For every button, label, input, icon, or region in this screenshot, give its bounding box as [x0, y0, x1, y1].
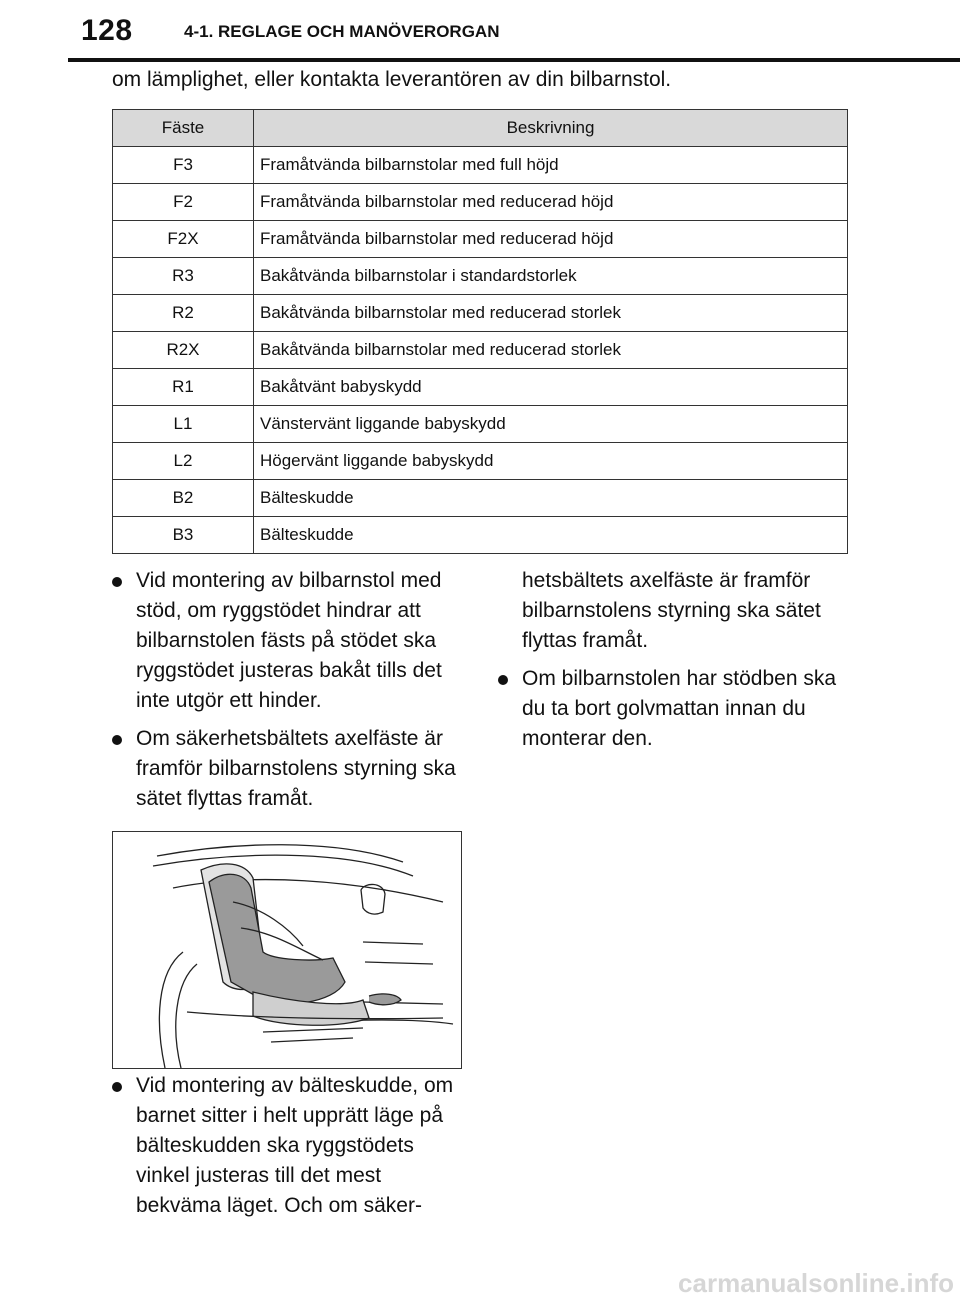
row-code: F3: [113, 147, 254, 184]
row-code: R2: [113, 295, 254, 332]
section-title: 4-1. REGLAGE OCH MANÖVERORGAN: [184, 22, 500, 41]
watermark-text: carmanualsonline.info: [678, 1268, 954, 1298]
row-description: Högervänt liggande babyskydd: [254, 443, 848, 480]
bullet-text: Om bilbarnstolen har stödben ska du ta bort golvmattan innan du monterar den.: [522, 667, 837, 750]
page-header: [0, 0, 960, 70]
bullet-item: [112, 1071, 462, 1221]
car-seat-drawing: [113, 832, 461, 1068]
bullet-item: [112, 724, 462, 814]
bullet-text: Vid montering av bälteskudde, om barnet sitter i helt upprätt läge på bälteskudden ska ryggstödets vinkel justeras till det mest bekväma läget. Och om säker-: [136, 1074, 454, 1217]
table-row: [113, 406, 848, 443]
row-description: Framåtvända bilbarnstolar med full höjd: [254, 147, 848, 184]
table-row: [113, 221, 848, 258]
left-column-bottom: [112, 1071, 462, 1229]
row-description: Bakåtvända bilbarnstolar med reducerad storlek: [254, 295, 848, 332]
row-description: Bakåtvända bilbarnstolar med reducerad storlek: [254, 332, 848, 369]
table-row: [113, 332, 848, 369]
row-code: F2: [113, 184, 254, 221]
row-code: L2: [113, 443, 254, 480]
bullet-icon: [112, 577, 122, 587]
intro-text: om lämplighet, eller kontakta leverantören av din bilbarnstol.: [112, 68, 672, 91]
page-number: 128: [81, 14, 133, 47]
row-description: Vänstervänt liggande babyskydd: [254, 406, 848, 443]
table-row: [113, 369, 848, 406]
row-code: F2X: [113, 221, 254, 258]
row-code: L1: [113, 406, 254, 443]
table-row: [113, 517, 848, 554]
bullet-icon: [498, 675, 508, 685]
right-column: [498, 566, 848, 762]
bullet-text: Vid montering av bilbarnstol med stöd, om ryggstödet hindrar att bilbarnstolen fästs på stödet ska ryggstödet justeras bakåt tills det inte utgör ett hinder.: [136, 569, 442, 712]
continued-text: hetsbältets axelfäste är framför bilbarnstolens styrning ska sätet flyttas framåt.: [522, 569, 821, 652]
bullet-item: [112, 566, 462, 716]
row-description: Bakåtvända bilbarnstolar i standardstorlek: [254, 258, 848, 295]
bullet-text: Om säkerhetsbältets axelfäste är framför bilbarnstolens styrning ska sätet flyttas framåt.: [136, 727, 456, 810]
table-row: [113, 147, 848, 184]
row-description: Framåtvända bilbarnstolar med reducerad höjd: [254, 184, 848, 221]
table-row: [113, 295, 848, 332]
anchor-type-table: [112, 109, 848, 554]
left-column-top: [112, 566, 462, 822]
row-code: R3: [113, 258, 254, 295]
bullet-icon: [112, 735, 122, 745]
header-rule: [68, 58, 960, 62]
row-description: Framåtvända bilbarnstolar med reducerad höjd: [254, 221, 848, 258]
table-header-row: [113, 110, 848, 147]
column-header-faste: Fäste: [113, 110, 254, 147]
column-header-beskrivning: Beskrivning: [254, 110, 848, 147]
row-description: Bälteskudde: [254, 480, 848, 517]
bullet-item: [498, 664, 848, 754]
row-code: B2: [113, 480, 254, 517]
child-seat-illustration: [112, 831, 462, 1069]
bullet-icon: [112, 1082, 122, 1092]
row-code: R2X: [113, 332, 254, 369]
row-description: Bakåtvänt babyskydd: [254, 369, 848, 406]
table-row: [113, 258, 848, 295]
row-code: R1: [113, 369, 254, 406]
table-row: [113, 184, 848, 221]
table-row: [113, 443, 848, 480]
row-code: B3: [113, 517, 254, 554]
table-row: [113, 480, 848, 517]
row-description: Bälteskudde: [254, 517, 848, 554]
